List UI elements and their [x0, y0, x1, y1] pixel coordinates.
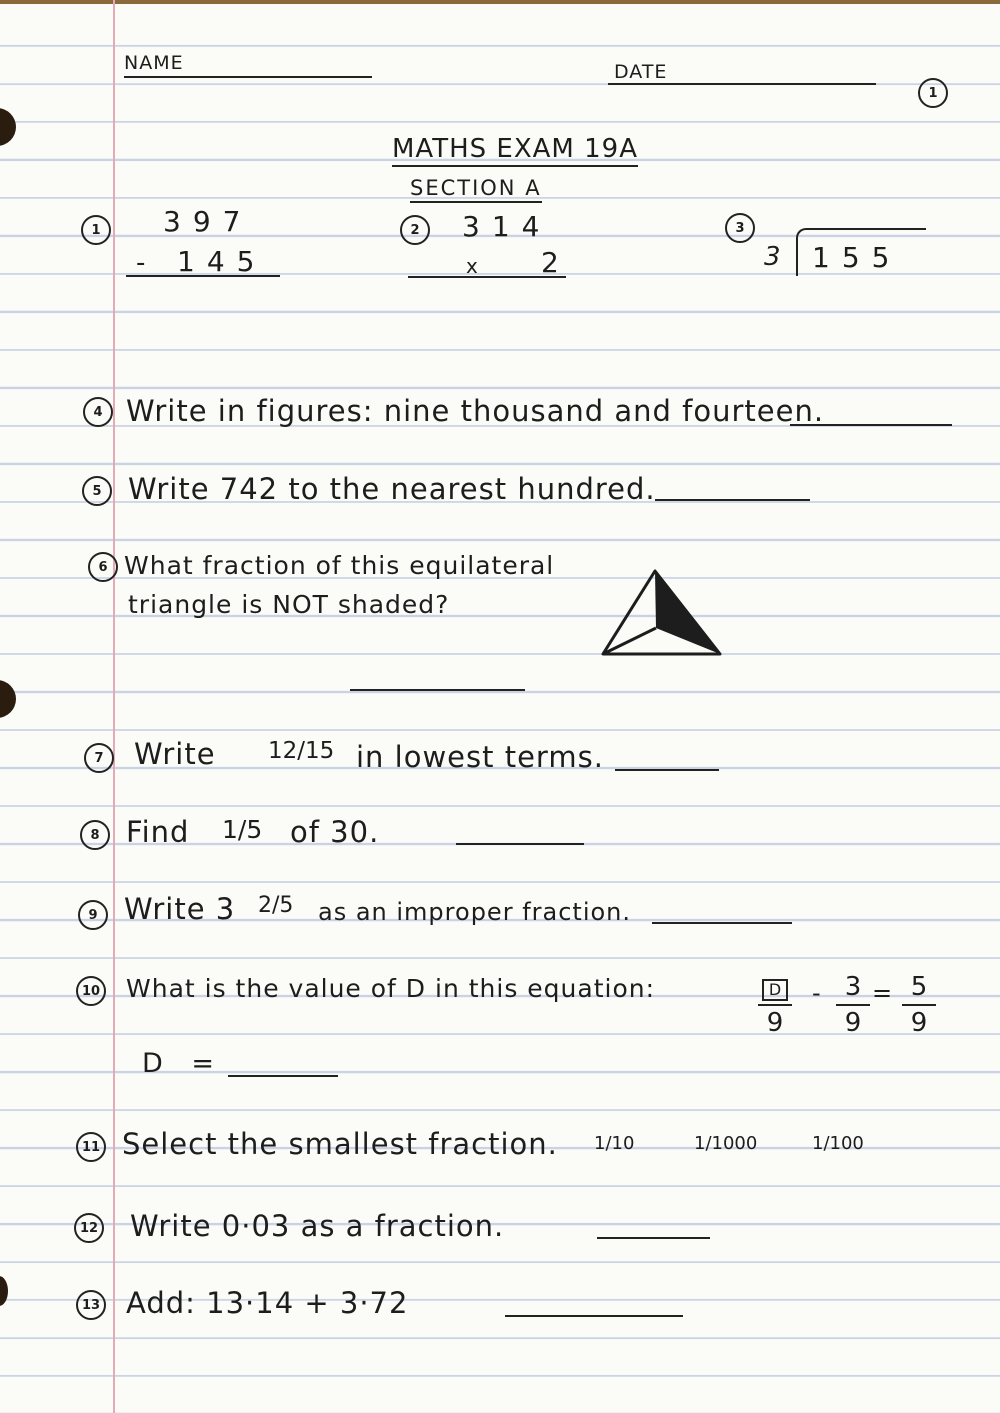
- q6-text-line2: triangle is NOT shaded?: [128, 590, 450, 619]
- question-number: 6: [88, 552, 118, 582]
- q1-top-number: 397: [163, 205, 253, 238]
- exam-title: MATHS EXAM 19A: [392, 134, 638, 167]
- q9-text-before: Write 3: [124, 892, 236, 926]
- q1-operator: -: [136, 248, 146, 278]
- equation-fraction-2: [836, 972, 870, 1038]
- section-heading: SECTION A: [410, 176, 542, 203]
- q5-answer-line[interactable]: [655, 499, 810, 501]
- q7-text-after: in lowest terms.: [356, 740, 604, 774]
- question-number: 5: [82, 476, 112, 506]
- fraction-numerator: 3: [844, 972, 862, 1002]
- q10-text: What is the value of D in this equation:: [126, 974, 656, 1003]
- q13-text: Add: 13·14 + 3·72: [126, 1286, 409, 1320]
- question-number: 3: [725, 213, 755, 243]
- q7-text-before: Write: [134, 737, 216, 771]
- date-label: DATE: [614, 61, 668, 83]
- q1-underline: [126, 275, 280, 277]
- q7-answer-line[interactable]: [615, 769, 719, 771]
- q2-top-number: 314: [462, 210, 552, 243]
- fraction-numerator: 5: [910, 972, 928, 1002]
- q12-text: Write 0·03 as a fraction.: [130, 1209, 505, 1243]
- d-answer-line[interactable]: [228, 1075, 338, 1077]
- q2-bottom-number: 2: [541, 246, 571, 279]
- fraction-denominator: 9: [844, 1008, 862, 1038]
- fraction-denominator: 9: [766, 1008, 784, 1038]
- question-number: 8: [80, 820, 110, 850]
- q11-text: Select the smallest fraction.: [122, 1127, 558, 1161]
- question-number: 1: [81, 215, 111, 245]
- shaded-triangle-figure: [600, 568, 724, 660]
- q4-text: Write in figures: nine thousand and fourteen.: [126, 394, 825, 428]
- punch-hole: [0, 1276, 8, 1306]
- q9-text-after: as an improper fraction.: [318, 898, 632, 926]
- fraction-option[interactable]: 1/1000: [694, 1133, 758, 1154]
- fraction-denominator: 9: [910, 1008, 928, 1038]
- question-number: 2: [400, 215, 430, 245]
- q8-text-before: Find: [126, 815, 190, 849]
- q8-fraction: 1/5: [222, 815, 263, 844]
- equals-sign: =: [872, 979, 893, 1007]
- punch-hole: [0, 108, 16, 146]
- q5-text: Write 742 to the nearest hundred.: [128, 472, 656, 506]
- q6-text-line1: What fraction of this equilateral: [124, 551, 555, 580]
- question-number: 9: [78, 900, 108, 930]
- paper-top-edge: [0, 0, 1000, 4]
- q12-answer-line[interactable]: [597, 1237, 710, 1239]
- name-answer-line[interactable]: [124, 76, 372, 78]
- q3-divisor: 3: [764, 242, 781, 272]
- punch-hole: [0, 680, 16, 718]
- q13-answer-line[interactable]: [505, 1315, 683, 1317]
- margin-line: [113, 0, 115, 1413]
- q8-answer-line[interactable]: [456, 843, 584, 845]
- question-number: 11: [76, 1132, 106, 1162]
- minus-sign: -: [812, 979, 821, 1007]
- equation-fraction-1: [758, 972, 792, 1038]
- question-number: 4: [83, 397, 113, 427]
- page-number-badge: 1: [918, 78, 948, 108]
- q7-fraction: 12/15: [268, 738, 335, 764]
- d-answer-label: D =: [142, 1048, 224, 1079]
- question-number: 12: [74, 1213, 104, 1243]
- q2-underline: [408, 276, 566, 278]
- q4-answer-line[interactable]: [790, 424, 952, 426]
- question-number: 7: [84, 743, 114, 773]
- q9-answer-line[interactable]: [652, 922, 792, 924]
- fraction-option[interactable]: 1/100: [812, 1133, 864, 1154]
- q2-operator: x: [466, 254, 478, 278]
- name-label: NAME: [124, 52, 184, 74]
- question-number: 10: [76, 976, 106, 1006]
- unknown-d-box[interactable]: D: [762, 979, 788, 1001]
- question-number: 13: [76, 1290, 106, 1320]
- q1-bottom-number: 145: [177, 245, 267, 278]
- equation-fraction-3: [902, 972, 936, 1038]
- q6-answer-line[interactable]: [350, 689, 525, 691]
- q3-dividend: 155: [812, 241, 902, 274]
- q9-fraction: 2/5: [258, 893, 294, 918]
- date-answer-line[interactable]: [608, 83, 876, 85]
- fraction-option[interactable]: 1/10: [594, 1133, 635, 1154]
- q8-text-after: of 30.: [290, 815, 380, 849]
